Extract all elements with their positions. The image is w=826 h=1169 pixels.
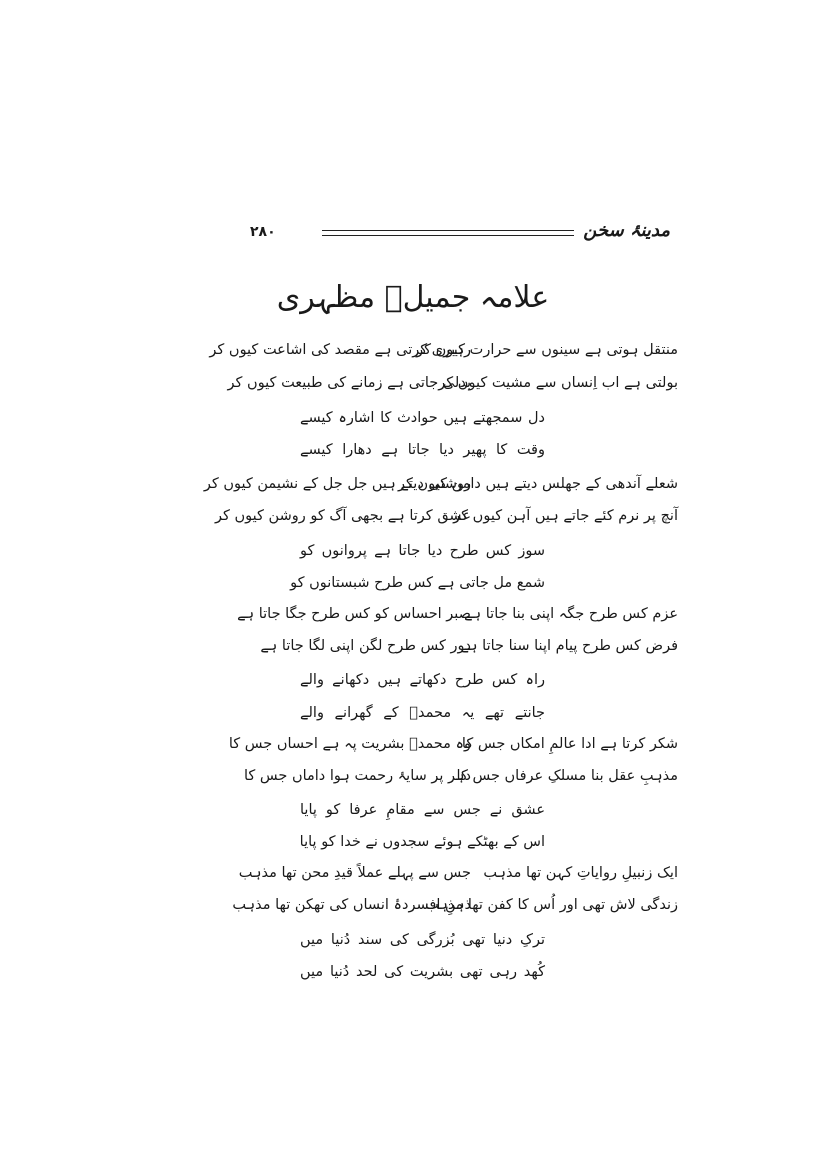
misra-right: زندگی لاش تھی اور اُس کا کفن تھا مذہب (425, 897, 678, 913)
page-header (250, 220, 670, 250)
misra-right: منتقل ہوتی ہے سینوں سے حرارت کیوں کر (416, 342, 678, 358)
misra-right: شکر کرتا ہے ادا عالمِ امکاں جس کا (461, 736, 678, 752)
refrain-line: وقت کا پھیر دیا جاتا ہے دھارا کیسے (300, 442, 545, 458)
refrain-line: سوز کس طرح دیا جاتا ہے پروانوں کو (300, 543, 545, 559)
misra-left: روشنی دیتے ہیں جل جل کے نشیمن کیوں کر (203, 476, 471, 492)
misra-left: صبر احساس کو کس طرح جگا جاتا ہے (237, 606, 471, 622)
misra-left: بدلی جاتی ہے زمانے کی طبیعت کیوں کر (227, 375, 471, 391)
misra-left: رہبری کرتی ہے مقصد کی اشاعت کیوں کر (209, 342, 471, 358)
book-title: مدینۂ سخن (583, 220, 670, 241)
page-number: ۲۸۰ (250, 224, 276, 240)
misra-left: ذہنِ افسردۂ انساں کی تھکن تھا مذہب (232, 897, 471, 913)
misra-right: بولتی ہے اب اِنساں سے مشیت کیوں کر (438, 375, 678, 391)
misra-right: آنچ پر نرم کئے جاتے ہیں آہن کیوں کر (453, 508, 678, 524)
refrain-line: کُھد رہی تھی بشریت کی لحد دُنیا میں (300, 964, 545, 980)
refrain-line: اس کے بھٹکے ہوئے سجدوں نے خدا کو پایا (299, 834, 545, 850)
misra-right: شعلے آندھی کے جھلس دیتے ہیں دامن کیوں کر (398, 476, 678, 492)
refrain-line: شمع مل جاتی ہے کس طرح شبستانوں کو (290, 575, 545, 591)
misra-left: دور کس طرح لگن اپنی لگا جاتا ہے (260, 638, 471, 654)
header-rule-bottom (322, 235, 574, 236)
misra-right: عزم کس طرح جگہ اپنی بنا جاتا ہے (464, 606, 678, 622)
refrain-line: دل سمجھتے ہیں حوادث کا اشارہ کیسے (300, 410, 545, 426)
misra-left: جس سے پہلے عملاً قیدِ محن تھا مذہب (238, 865, 471, 881)
refrain-line: جانتے تھے یہ محمدؐ کے گھرانے والے (300, 705, 545, 721)
misra-right: فرض کس طرح پیام اپنا سنا جاتا ہے (460, 638, 678, 654)
poet-name: علامہ جمیلؔ مظہری (276, 280, 550, 315)
misra-left: وہ محمدؐ بشریت پہ ہے احساں جس کا (228, 736, 471, 752)
misra-right: ایک زنبیلِ روایاتِ کہن تھا مذہب (483, 865, 678, 881)
refrain-line: ترکِ دنیا تھی بُزرگی کی سند دُنیا میں (300, 932, 545, 948)
refrain-line: راہ کس طرح دکھاتے ہیں دکھانے والے (300, 672, 545, 688)
refrain-line: عشق نے جس سے مقامِ عرفا کو پایا (300, 802, 545, 818)
misra-right: مذہبِ عقل بنا مسلکِ عرفاں جس کا (456, 768, 678, 784)
misra-left: عشق کرتا ہے بجھی آگ کو روشن کیوں کر (215, 508, 471, 524)
header-rule-top (322, 230, 574, 231)
misra-left: دہر پر سایۂ رحمت ہوا داماں جس کا (243, 768, 471, 784)
